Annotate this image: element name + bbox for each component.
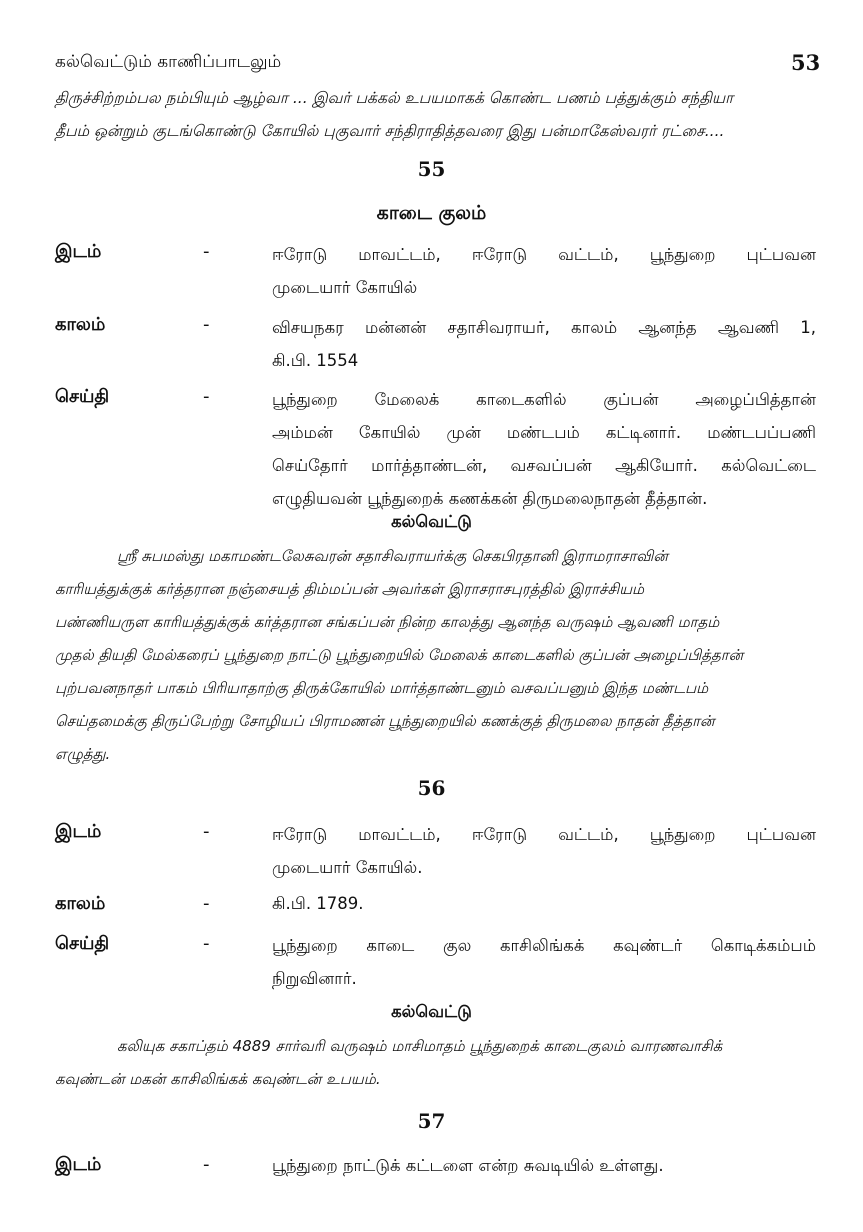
place-label: இடம்	[55, 1154, 102, 1175]
inscription-line: புற்பவனநாதர் பாகம் பிரியாதாற்கு திருக்கோயில் மார்த்தாண்டனும் வசவப்பனும் இந்த மண்டபம்	[55, 679, 709, 697]
place-line: முடையார் கோயில்.	[272, 858, 423, 877]
place-line: ஈரோடு மாவட்டம், ஈரோடு வட்டம், பூந்துறை புட்பவன	[272, 245, 816, 264]
field-dash: -	[203, 893, 210, 914]
inscription-text	[55, 1030, 817, 1096]
news-label: செய்தி	[55, 386, 110, 407]
continuation-line: தீபம் ஒன்றும் குடங்கொண்டு கோயில் புகுவார் சந்திராதித்தவரை இது பன்மாகேஸ்வரர் ரட்சை....	[55, 122, 725, 140]
inscription-line: செய்தமைக்கு திருப்பேற்று சோழியப் பிராமணன் பூந்துறையில் கணக்குத் திருமலை நாதன் தீத்தான்	[55, 712, 715, 730]
inscription-line: முதல் தியதி மேல்கரைப் பூந்துறை நாட்டு பூந்துறையில் மேலைக் காடைகளில் குப்பன் அழைப்பித்தான்	[55, 646, 744, 664]
entry-number-56: 56	[417, 776, 446, 800]
field-dash: -	[203, 386, 210, 407]
period-label: காலம்	[55, 314, 106, 335]
period-line: கி.பி. 1789.	[272, 894, 364, 913]
page-number: 53	[791, 50, 821, 75]
period-label: காலம்	[55, 893, 106, 914]
news-line: அம்மன் கோயில் முன் மண்டபம் கட்டினார். மண்டபப்பணி	[272, 423, 816, 442]
place-line: பூந்துறை நாட்டுக் கட்டளை என்ற சுவடியில் உள்ளது.	[272, 1156, 664, 1175]
running-title: கல்வெட்டும் காணிப்பாடலும்	[55, 52, 282, 72]
entry-title: காடை குலம்	[376, 202, 487, 224]
continuation-text	[55, 82, 815, 148]
period-value	[272, 887, 816, 920]
field-dash: -	[203, 1154, 210, 1175]
place-label: இடம்	[55, 821, 102, 842]
news-line: எழுதியவன் பூந்துறைக் கணக்கன் திருமலைநாதன் தீத்தான்.	[272, 489, 708, 508]
place-value	[272, 1149, 816, 1182]
place-line: முடையார் கோயில்	[272, 278, 418, 297]
field-dash: -	[203, 314, 210, 335]
inscription-line: பண்ணியருள காரியத்துக்குக் கர்த்தரான சங்கப்பன் நின்ற காலத்து ஆனந்த வருஷம் ஆவணி மாதம்	[55, 613, 720, 631]
field-dash: -	[203, 933, 210, 954]
news-line: பூந்துறை காடை குல காசிலிங்கக் கவுண்டர் கொடிக்கம்பம்	[272, 936, 816, 955]
place-label: இடம்	[55, 241, 102, 262]
inscription-line: கலியுக சகாப்தம் 4889 சார்வரி வருஷம் மாசிமாதம் பூந்துறைக் காடைகுலம் வாரணவாசிக்	[117, 1037, 723, 1055]
inscription-line: எழுத்து.	[55, 745, 111, 763]
entry-number-55: 55	[417, 157, 446, 181]
period-line: கி.பி. 1554	[272, 351, 359, 370]
inscription-line: காரியத்துக்குக் கர்த்தரான நஞ்சையத் திம்மப்பன் அவர்கள் இராசராசபுரத்தில் இராச்சியம்	[55, 580, 645, 598]
news-value	[272, 383, 816, 515]
period-line: விசயநகர மன்னன் சதாசிவராயர், காலம் ஆனந்த ஆவணி 1,	[272, 318, 816, 337]
inscription-text	[55, 540, 817, 771]
news-line: நிறுவினார்.	[272, 969, 357, 988]
news-line: செய்தோர் மார்த்தாண்டன், வசவப்பன் ஆகியோர். கல்வெட்டை	[272, 456, 816, 475]
inscription-line: ஸ்ரீ சுபமஸ்து மகாமண்டலேசுவரன் சதாசிவராயர்க்கு செகபிரதானி இராமராசாவின்	[117, 547, 668, 565]
period-value	[272, 311, 816, 377]
place-value	[272, 238, 816, 304]
place-line: ஈரோடு மாவட்டம், ஈரோடு வட்டம், பூந்துறை புட்பவன	[272, 825, 816, 844]
place-value	[272, 818, 816, 884]
news-line: பூந்துறை மேலைக் காடைகளில் குப்பன் அழைப்பித்தான்	[272, 390, 816, 409]
continuation-line: திருச்சிற்றம்பல நம்பியும் ஆழ்வா ... இவர் பக்கல் உபயமாகக் கொண்ட பணம் பத்துக்கும் சந்தியா	[55, 89, 734, 107]
inscription-heading: கல்வெட்டு	[391, 1002, 472, 1021]
inscription-heading: கல்வெட்டு	[391, 512, 472, 531]
field-dash: -	[203, 241, 210, 262]
news-label: செய்தி	[55, 933, 110, 954]
news-value	[272, 929, 816, 995]
entry-number-57: 57	[417, 1109, 446, 1133]
field-dash: -	[203, 821, 210, 842]
inscription-line: கவுண்டன் மகன் காசிலிங்கக் கவுண்டன் உபயம்.	[55, 1070, 381, 1088]
